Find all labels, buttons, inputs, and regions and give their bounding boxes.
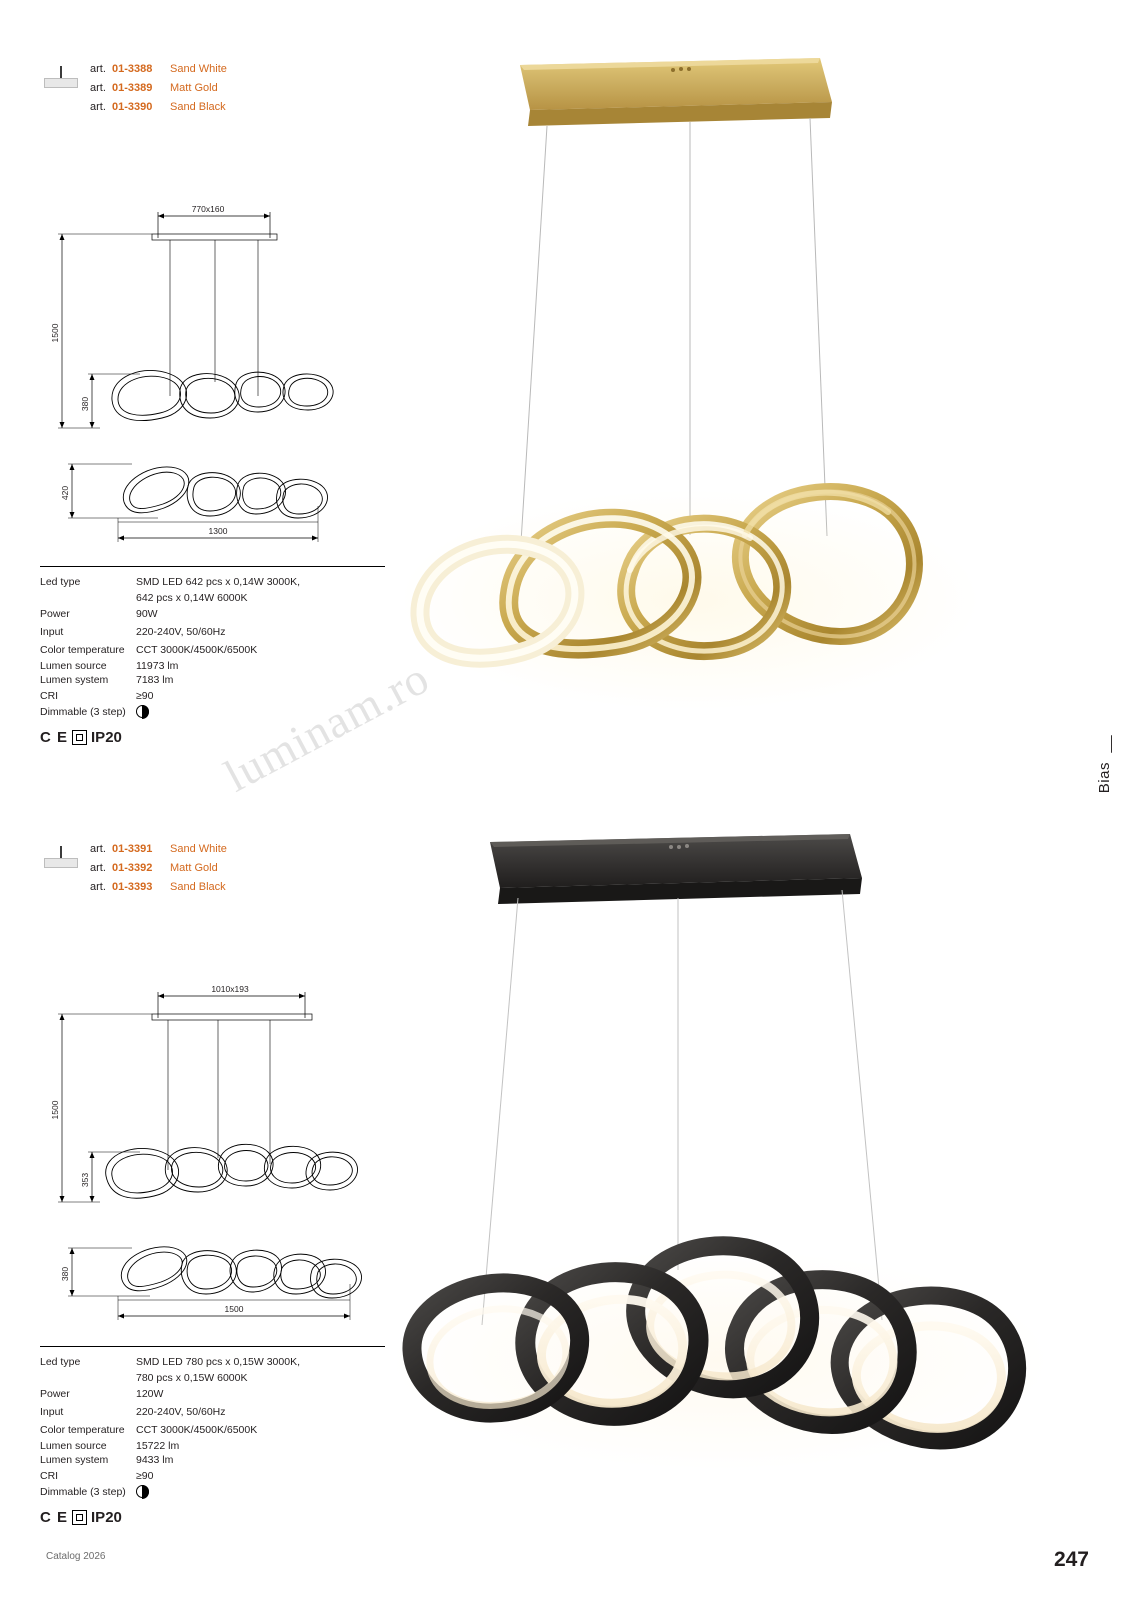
svg-text:1300: 1300	[208, 526, 228, 536]
spec-value: 642 pcs x 0,14W 6000K	[136, 592, 248, 604]
article-row	[90, 840, 385, 859]
spec-row	[40, 1371, 385, 1385]
article-code: 01-3393	[112, 881, 153, 893]
technical-drawing-side	[40, 446, 385, 556]
technical-drawing-front	[40, 908, 385, 1238]
spec-key	[40, 1371, 136, 1385]
spec-row	[40, 1403, 385, 1421]
product-photo-gold	[390, 30, 1090, 710]
spec-row	[40, 641, 385, 659]
spec-row	[40, 687, 385, 705]
spec-row	[40, 1467, 385, 1485]
spec-value: 220-240V, 50/60Hz	[136, 626, 226, 638]
canopy-plate	[490, 834, 862, 904]
svg-text:1500: 1500	[50, 323, 60, 343]
technical-drawing-front	[40, 128, 385, 458]
certification-badges	[40, 729, 385, 746]
spec-row	[40, 1453, 385, 1467]
spec-key	[40, 591, 136, 605]
svg-text:1010x193: 1010x193	[211, 984, 249, 994]
svg-text:1500: 1500	[50, 1100, 60, 1120]
article-code: 01-3388	[112, 63, 153, 75]
article-row	[90, 60, 385, 79]
article-row	[90, 859, 385, 878]
article-finish: Sand Black	[170, 881, 226, 893]
spec-row	[40, 659, 385, 673]
spec-value: 120W	[136, 1388, 164, 1400]
spec-key: Input	[40, 626, 64, 638]
spec-key: Dimmable (3 step)	[40, 706, 126, 718]
page-number: 247	[1053, 1548, 1089, 1571]
svg-text:353: 353	[80, 1172, 90, 1188]
spec-key: Color temperature	[40, 1424, 125, 1436]
article-code: 01-3392	[112, 862, 153, 874]
article-finish: Sand White	[170, 63, 227, 75]
spec-table	[40, 1346, 385, 1526]
spec-value: 90W	[136, 608, 158, 620]
article-finish: Sand Black	[170, 101, 226, 113]
product-photo-black	[390, 820, 1090, 1480]
spec-value	[136, 705, 385, 722]
article-code: 01-3390	[112, 101, 153, 113]
technical-drawing-side	[40, 1226, 385, 1336]
ceiling-mount-icon	[44, 66, 78, 94]
article-header	[40, 60, 385, 120]
product-block-bias-1300	[40, 60, 385, 746]
spec-row	[40, 573, 385, 591]
spec-row	[40, 605, 385, 623]
spec-row	[40, 1439, 385, 1453]
spec-key: Led type	[40, 1356, 81, 1368]
svg-text:770x160: 770x160	[191, 204, 225, 214]
spec-key: Lumen system	[40, 674, 109, 686]
article-finish: Matt Gold	[170, 862, 218, 874]
svg-text:420: 420	[60, 485, 70, 501]
certification-badges	[40, 1509, 385, 1526]
spec-row	[40, 591, 385, 605]
ip-rating-label: IP20	[91, 1509, 122, 1526]
article-row	[90, 878, 385, 897]
spec-value	[136, 1485, 385, 1502]
spec-value: 7183 lm	[136, 674, 174, 686]
spec-value: 9433 lm	[136, 1454, 174, 1466]
article-label: art.	[90, 843, 106, 855]
spec-key: CRI	[40, 1470, 59, 1482]
spec-key: Color temperature	[40, 644, 125, 656]
article-list	[90, 60, 385, 117]
spec-key: Led type	[40, 576, 81, 588]
collection-side-label	[1096, 735, 1113, 793]
spec-value: CCT 3000K/4500K/6500K	[136, 644, 258, 656]
spec-value: ≥90	[136, 1470, 154, 1482]
article-code: 01-3391	[112, 843, 153, 855]
spec-row	[40, 1421, 385, 1439]
spec-value: 15722 lm	[136, 1440, 180, 1452]
catalog-footer-label: Catalog 2026	[46, 1551, 106, 1562]
spec-value: 220-240V, 50/60Hz	[136, 1406, 226, 1418]
spec-key: Lumen source	[40, 1440, 107, 1452]
article-label: art.	[90, 63, 106, 75]
article-row	[90, 98, 385, 117]
article-code: 01-3389	[112, 82, 153, 94]
svg-text:380: 380	[80, 396, 90, 412]
article-header	[40, 840, 385, 900]
class-ii-icon	[72, 1510, 87, 1525]
article-label: art.	[90, 881, 106, 893]
ip-rating-label: IP20	[91, 729, 122, 746]
spec-key: Input	[40, 1406, 64, 1418]
collection-name: Bias	[1096, 762, 1113, 794]
spec-row	[40, 673, 385, 687]
spec-value: 11973 lm	[136, 660, 179, 672]
spec-row-dimmable	[40, 705, 385, 722]
spec-value: SMD LED 780 pcs x 0,15W 3000K,	[136, 1356, 300, 1368]
canopy-plate	[520, 58, 832, 126]
spec-row-dimmable	[40, 1485, 385, 1502]
article-row	[90, 79, 385, 98]
spec-key: Power	[40, 608, 70, 620]
spec-value: 780 pcs x 0,15W 6000K	[136, 1372, 248, 1384]
dimmable-icon	[136, 705, 149, 718]
spec-key: Dimmable (3 step)	[40, 1486, 126, 1498]
spec-key: Lumen system	[40, 1454, 109, 1466]
svg-text:1500: 1500	[224, 1304, 244, 1314]
spec-key: Power	[40, 1388, 70, 1400]
spec-key: CRI	[40, 690, 59, 702]
watermark: luminam.ro	[216, 651, 438, 802]
side-label-dash: __	[1096, 735, 1113, 758]
ceiling-mount-icon	[44, 846, 78, 874]
svg-text:380: 380	[60, 1266, 70, 1282]
spec-row	[40, 1385, 385, 1403]
ce-mark-icon: C E	[40, 1509, 69, 1526]
spec-row	[40, 623, 385, 641]
article-label: art.	[90, 82, 106, 94]
article-label: art.	[90, 101, 106, 113]
article-list	[90, 840, 385, 897]
spec-key: Lumen source	[40, 660, 107, 672]
article-finish: Sand White	[170, 843, 227, 855]
class-ii-icon	[72, 730, 87, 745]
article-label: art.	[90, 862, 106, 874]
article-finish: Matt Gold	[170, 82, 218, 94]
spec-value: SMD LED 642 pcs x 0,14W 3000K,	[136, 576, 300, 588]
ce-mark-icon: C E	[40, 729, 69, 746]
dimmable-icon	[136, 1485, 149, 1498]
spec-row	[40, 1353, 385, 1371]
spec-table	[40, 566, 385, 746]
spec-value: CCT 3000K/4500K/6500K	[136, 1424, 258, 1436]
spec-value: ≥90	[136, 690, 154, 702]
product-block-bias-1500	[40, 840, 385, 1526]
